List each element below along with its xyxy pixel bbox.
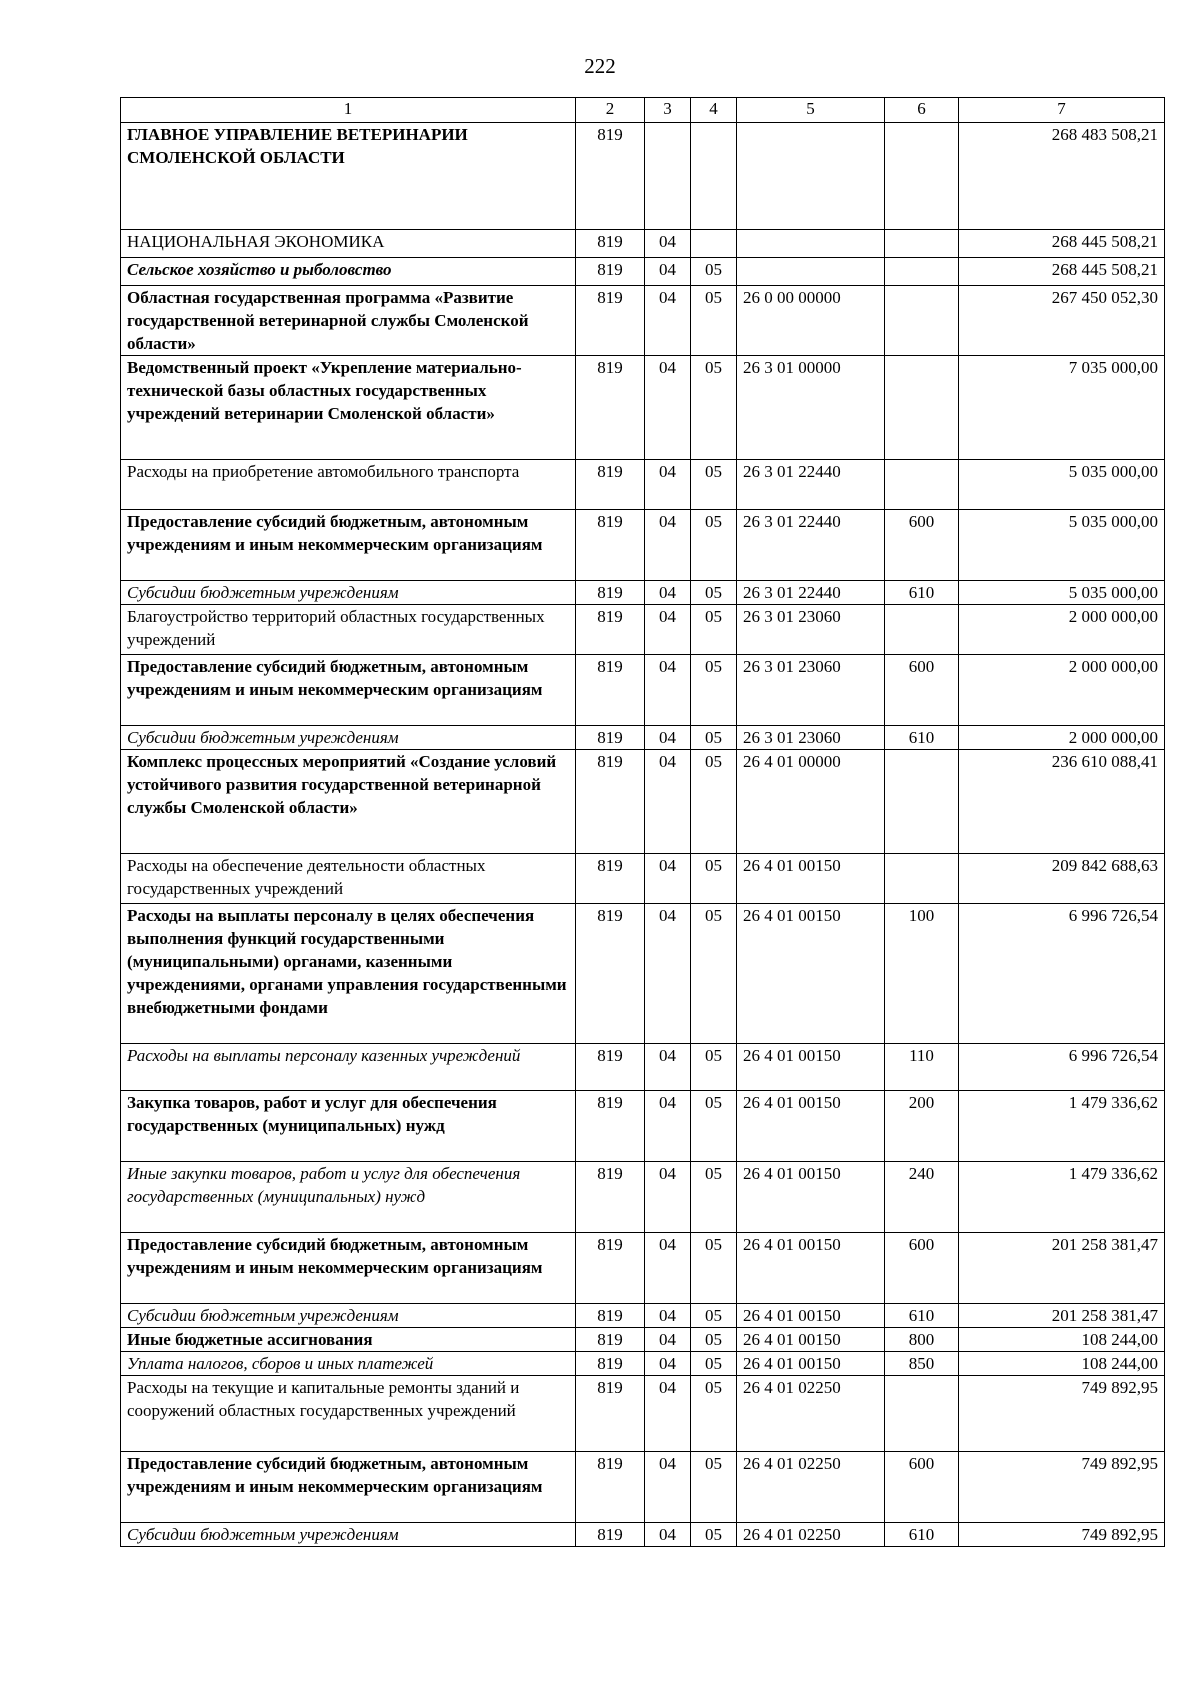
- table-row: [121, 1328, 1165, 1352]
- row-name-cell: Субсидии бюджетным учреждениям: [121, 1523, 576, 1547]
- ved-code-cell: 819: [576, 1523, 645, 1547]
- target-article-cell: 26 4 01 00150: [737, 1352, 885, 1376]
- amount-cell: 209 842 688,63: [959, 854, 1165, 904]
- ved-code-cell: 819: [576, 581, 645, 605]
- amount-cell: 2 000 000,00: [959, 655, 1165, 726]
- table-row: [121, 581, 1165, 605]
- target-article-cell: 26 3 01 22440: [737, 581, 885, 605]
- target-article-cell: 26 3 01 22440: [737, 460, 885, 510]
- target-article-cell: 26 4 01 00150: [737, 854, 885, 904]
- section-code-cell: 04: [645, 230, 691, 258]
- ved-code-cell: 819: [576, 230, 645, 258]
- section-code-cell: 04: [645, 1091, 691, 1162]
- table-row: [121, 356, 1165, 460]
- subsection-code-cell: 05: [691, 1523, 737, 1547]
- ved-code-cell: 819: [576, 1376, 645, 1452]
- ved-code-cell: 819: [576, 904, 645, 1044]
- target-article-cell: 26 0 00 00000: [737, 286, 885, 356]
- table-row: [121, 854, 1165, 904]
- column-header: 7: [959, 98, 1165, 123]
- target-article-cell: 26 4 01 00150: [737, 1044, 885, 1091]
- subsection-code-cell: 05: [691, 460, 737, 510]
- table-row: [121, 1523, 1165, 1547]
- column-header: 2: [576, 98, 645, 123]
- subsection-code-cell: 05: [691, 750, 737, 854]
- row-name-cell: Субсидии бюджетным учреждениям: [121, 581, 576, 605]
- target-article-cell: 26 4 01 02250: [737, 1523, 885, 1547]
- subsection-code-cell: 05: [691, 1162, 737, 1233]
- row-name-cell: ГЛАВНОЕ УПРАВЛЕНИЕ ВЕТЕРИНАРИИ СМОЛЕНСКОЙ ОБЛАСТИ: [121, 123, 576, 230]
- subsection-code-cell: 05: [691, 605, 737, 655]
- section-code-cell: 04: [645, 286, 691, 356]
- row-name-cell: Субсидии бюджетным учреждениям: [121, 726, 576, 750]
- ved-code-cell: 819: [576, 1044, 645, 1091]
- table-row: [121, 123, 1165, 230]
- table-row: [121, 460, 1165, 510]
- subsection-code-cell: 05: [691, 356, 737, 460]
- expense-type-cell: [885, 286, 959, 356]
- amount-cell: 7 035 000,00: [959, 356, 1165, 460]
- subsection-code-cell: 05: [691, 1233, 737, 1304]
- table-row: [121, 1044, 1165, 1091]
- subsection-code-cell: 05: [691, 286, 737, 356]
- subsection-code-cell: [691, 230, 737, 258]
- expense-type-cell: [885, 258, 959, 286]
- subsection-code-cell: 05: [691, 1044, 737, 1091]
- section-code-cell: [645, 123, 691, 230]
- table-row: [121, 1452, 1165, 1523]
- expense-type-cell: [885, 123, 959, 230]
- column-header: 1: [121, 98, 576, 123]
- expense-type-cell: 610: [885, 1304, 959, 1328]
- target-article-cell: 26 4 01 00150: [737, 904, 885, 1044]
- amount-cell: 2 000 000,00: [959, 605, 1165, 655]
- row-name-cell: Расходы на текущие и капитальные ремонты зданий и сооружений областных государственных учреждений: [121, 1376, 576, 1452]
- amount-cell: 268 445 508,21: [959, 258, 1165, 286]
- row-name-cell: Уплата налогов, сборов и иных платежей: [121, 1352, 576, 1376]
- row-name-cell: Закупка товаров, работ и услуг для обеспечения государственных (муниципальных) нужд: [121, 1091, 576, 1162]
- target-article-cell: 26 4 01 00150: [737, 1328, 885, 1352]
- row-name-cell: Благоустройство территорий областных государственных учреждений: [121, 605, 576, 655]
- section-code-cell: 04: [645, 854, 691, 904]
- amount-cell: 108 244,00: [959, 1328, 1165, 1352]
- subsection-code-cell: 05: [691, 1091, 737, 1162]
- section-code-cell: 04: [645, 1523, 691, 1547]
- target-article-cell: [737, 230, 885, 258]
- table-row: [121, 1352, 1165, 1376]
- expense-type-cell: 850: [885, 1352, 959, 1376]
- ved-code-cell: 819: [576, 1162, 645, 1233]
- subsection-code-cell: 05: [691, 655, 737, 726]
- section-code-cell: 04: [645, 356, 691, 460]
- table-row: [121, 1233, 1165, 1304]
- ved-code-cell: 819: [576, 605, 645, 655]
- ved-code-cell: 819: [576, 123, 645, 230]
- target-article-cell: 26 4 01 00150: [737, 1304, 885, 1328]
- section-code-cell: 04: [645, 1352, 691, 1376]
- ved-code-cell: 819: [576, 1304, 645, 1328]
- table-row: [121, 286, 1165, 356]
- section-code-cell: 04: [645, 1304, 691, 1328]
- column-header: 5: [737, 98, 885, 123]
- section-code-cell: 04: [645, 510, 691, 581]
- expense-type-cell: 100: [885, 904, 959, 1044]
- subsection-code-cell: 05: [691, 1304, 737, 1328]
- row-name-cell: Субсидии бюджетным учреждениям: [121, 1304, 576, 1328]
- target-article-cell: 26 4 01 00150: [737, 1233, 885, 1304]
- expense-type-cell: [885, 605, 959, 655]
- table-row: [121, 1091, 1165, 1162]
- table-row: [121, 510, 1165, 581]
- row-name-cell: Иные бюджетные ассигнования: [121, 1328, 576, 1352]
- row-name-cell: Иные закупки товаров, работ и услуг для обеспечения государственных (муниципальных) нужд: [121, 1162, 576, 1233]
- amount-cell: 1 479 336,62: [959, 1091, 1165, 1162]
- expense-type-cell: 240: [885, 1162, 959, 1233]
- target-article-cell: 26 4 01 00150: [737, 1091, 885, 1162]
- expense-type-cell: 600: [885, 1233, 959, 1304]
- amount-cell: 267 450 052,30: [959, 286, 1165, 356]
- row-name-cell: Предоставление субсидий бюджетным, автономным учреждениям и иным некоммерческим организациям: [121, 1233, 576, 1304]
- target-article-cell: 26 3 01 00000: [737, 356, 885, 460]
- expense-type-cell: 610: [885, 726, 959, 750]
- expense-type-cell: [885, 854, 959, 904]
- target-article-cell: 26 3 01 23060: [737, 605, 885, 655]
- ved-code-cell: 819: [576, 1352, 645, 1376]
- amount-cell: 749 892,95: [959, 1523, 1165, 1547]
- section-code-cell: 04: [645, 726, 691, 750]
- amount-cell: 201 258 381,47: [959, 1233, 1165, 1304]
- amount-cell: 5 035 000,00: [959, 510, 1165, 581]
- row-name-cell: Ведомственный проект «Укрепление материально-технической базы областных государственных учреждений ветеринарии Смоленской области»: [121, 356, 576, 460]
- table-row: [121, 1304, 1165, 1328]
- amount-cell: 236 610 088,41: [959, 750, 1165, 854]
- subsection-code-cell: 05: [691, 510, 737, 581]
- expense-type-cell: [885, 1376, 959, 1452]
- amount-cell: 108 244,00: [959, 1352, 1165, 1376]
- expense-type-cell: 110: [885, 1044, 959, 1091]
- section-code-cell: 04: [645, 1233, 691, 1304]
- column-header: 3: [645, 98, 691, 123]
- target-article-cell: 26 4 01 02250: [737, 1452, 885, 1523]
- section-code-cell: 04: [645, 1044, 691, 1091]
- subsection-code-cell: 05: [691, 1452, 737, 1523]
- section-code-cell: 04: [645, 904, 691, 1044]
- expense-type-cell: [885, 230, 959, 258]
- column-header: 4: [691, 98, 737, 123]
- row-name-cell: Областная государственная программа «Развитие государственной ветеринарной службы Смоленской области»: [121, 286, 576, 356]
- target-article-cell: 26 4 01 00000: [737, 750, 885, 854]
- section-code-cell: 04: [645, 258, 691, 286]
- column-number-header-row: [121, 98, 1165, 123]
- subsection-code-cell: 05: [691, 581, 737, 605]
- ved-code-cell: 819: [576, 655, 645, 726]
- section-code-cell: 04: [645, 1452, 691, 1523]
- subsection-code-cell: 05: [691, 1328, 737, 1352]
- row-name-cell: НАЦИОНАЛЬНАЯ ЭКОНОМИКА: [121, 230, 576, 258]
- section-code-cell: 04: [645, 1376, 691, 1452]
- ved-code-cell: 819: [576, 1452, 645, 1523]
- subsection-code-cell: 05: [691, 1376, 737, 1452]
- table-row: [121, 904, 1165, 1044]
- ved-code-cell: 819: [576, 1328, 645, 1352]
- expense-type-cell: [885, 460, 959, 510]
- subsection-code-cell: 05: [691, 726, 737, 750]
- target-article-cell: [737, 258, 885, 286]
- table-row: [121, 655, 1165, 726]
- target-article-cell: 26 3 01 22440: [737, 510, 885, 581]
- amount-cell: 5 035 000,00: [959, 460, 1165, 510]
- row-name-cell: Комплекс процессных мероприятий «Создание условий устойчивого развития государственной ветеринарной службы Смоленской области»: [121, 750, 576, 854]
- amount-cell: 6 996 726,54: [959, 904, 1165, 1044]
- amount-cell: 749 892,95: [959, 1376, 1165, 1452]
- page-number: 222: [584, 54, 616, 78]
- expense-type-cell: 800: [885, 1328, 959, 1352]
- section-code-cell: 04: [645, 1328, 691, 1352]
- subsection-code-cell: [691, 123, 737, 230]
- amount-cell: 749 892,95: [959, 1452, 1165, 1523]
- column-header: 6: [885, 98, 959, 123]
- section-code-cell: 04: [645, 655, 691, 726]
- table-row: [121, 1162, 1165, 1233]
- row-name-cell: Предоставление субсидий бюджетным, автономным учреждениям и иным некоммерческим организациям: [121, 655, 576, 726]
- section-code-cell: 04: [645, 1162, 691, 1233]
- expense-type-cell: [885, 356, 959, 460]
- amount-cell: 5 035 000,00: [959, 581, 1165, 605]
- ved-code-cell: 819: [576, 1091, 645, 1162]
- expense-type-cell: [885, 750, 959, 854]
- ved-code-cell: 819: [576, 356, 645, 460]
- ved-code-cell: 819: [576, 854, 645, 904]
- target-article-cell: [737, 123, 885, 230]
- ved-code-cell: 819: [576, 726, 645, 750]
- row-name-cell: Предоставление субсидий бюджетным, автономным учреждениям и иным некоммерческим организациям: [121, 510, 576, 581]
- section-code-cell: 04: [645, 460, 691, 510]
- expense-type-cell: 200: [885, 1091, 959, 1162]
- table-row: [121, 605, 1165, 655]
- row-name-cell: Расходы на приобретение автомобильного транспорта: [121, 460, 576, 510]
- amount-cell: 268 483 508,21: [959, 123, 1165, 230]
- row-name-cell: Расходы на выплаты персоналу казенных учреждений: [121, 1044, 576, 1091]
- amount-cell: 268 445 508,21: [959, 230, 1165, 258]
- subsection-code-cell: 05: [691, 258, 737, 286]
- ved-code-cell: 819: [576, 1233, 645, 1304]
- table-row: [121, 230, 1165, 258]
- row-name-cell: Расходы на обеспечение деятельности областных государственных учреждений: [121, 854, 576, 904]
- expense-type-cell: 610: [885, 581, 959, 605]
- ved-code-cell: 819: [576, 510, 645, 581]
- subsection-code-cell: 05: [691, 854, 737, 904]
- amount-cell: 6 996 726,54: [959, 1044, 1165, 1091]
- budget-table: [120, 97, 1165, 1547]
- section-code-cell: 04: [645, 581, 691, 605]
- section-code-cell: 04: [645, 605, 691, 655]
- expense-type-cell: 610: [885, 1523, 959, 1547]
- table-row: [121, 726, 1165, 750]
- subsection-code-cell: 05: [691, 1352, 737, 1376]
- expense-type-cell: 600: [885, 1452, 959, 1523]
- ved-code-cell: 819: [576, 750, 645, 854]
- expense-type-cell: 600: [885, 655, 959, 726]
- section-code-cell: 04: [645, 750, 691, 854]
- row-name-cell: Расходы на выплаты персоналу в целях обеспечения выполнения функций государственными (муниципальными) органами, казенными учреждениями, органами управления государственными внебюджетными фондами: [121, 904, 576, 1044]
- target-article-cell: 26 4 01 02250: [737, 1376, 885, 1452]
- amount-cell: 2 000 000,00: [959, 726, 1165, 750]
- row-name-cell: Предоставление субсидий бюджетным, автономным учреждениям и иным некоммерческим организациям: [121, 1452, 576, 1523]
- amount-cell: 201 258 381,47: [959, 1304, 1165, 1328]
- subsection-code-cell: 05: [691, 904, 737, 1044]
- table-row: [121, 1376, 1165, 1452]
- ved-code-cell: 819: [576, 258, 645, 286]
- table-row: [121, 258, 1165, 286]
- expense-type-cell: 600: [885, 510, 959, 581]
- table-row: [121, 750, 1165, 854]
- target-article-cell: 26 3 01 23060: [737, 726, 885, 750]
- ved-code-cell: 819: [576, 460, 645, 510]
- target-article-cell: 26 3 01 23060: [737, 655, 885, 726]
- row-name-cell: Сельское хозяйство и рыболовство: [121, 258, 576, 286]
- target-article-cell: 26 4 01 00150: [737, 1162, 885, 1233]
- ved-code-cell: 819: [576, 286, 645, 356]
- amount-cell: 1 479 336,62: [959, 1162, 1165, 1233]
